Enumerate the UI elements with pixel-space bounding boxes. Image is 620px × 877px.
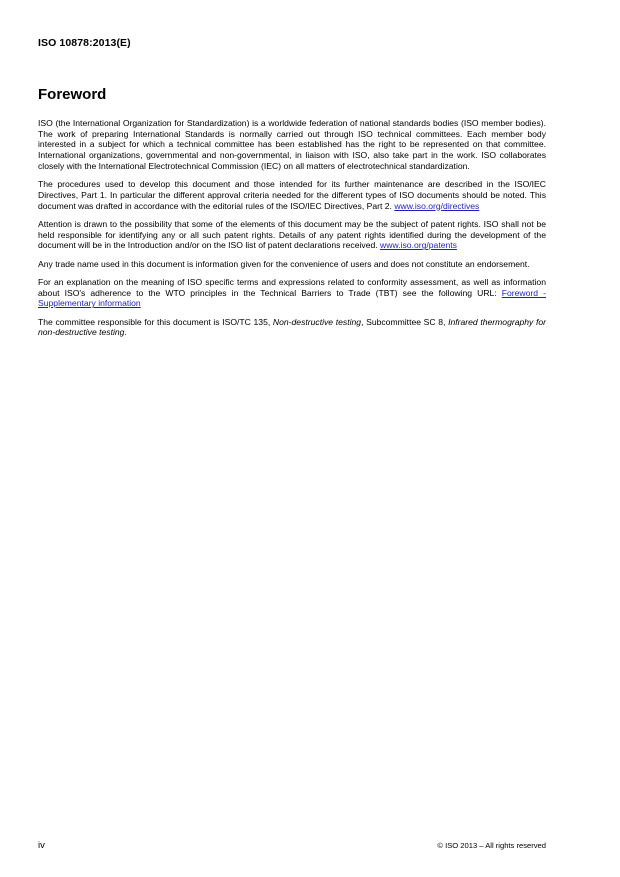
paragraph-patents (38, 219, 546, 251)
foreword-body (38, 118, 546, 346)
paragraph-procedures-text: The procedures used to develop this document and those intended for its further maintenance are described in the ISO/IEC Directives, Part 1. In particular the different approval criteria needed for the different types of ISO documents should be noted. This document was drafted in accordance with the editorial rules of the ISO/IEC Directives, Part 2. (38, 179, 546, 211)
document-identifier: ISO 10878:2013(E) (38, 37, 131, 49)
committee-text-1: The committee responsible for this document is ISO/TC 135, (38, 316, 273, 327)
committee-name: Non-destructive testing (272, 316, 362, 327)
patents-link[interactable]: www.iso.org/patents (380, 240, 457, 251)
paragraph-patents-text: Attention is drawn to the possibility that some of the elements of this document may be the subject of patent rights. ISO shall not be held responsible for identifying any or all such patent rights. Details of any patent rights identified during the development of the document will be in the Introduction and/or on the ISO list of patent declarations received. (38, 218, 546, 251)
copyright-notice: © ISO 2013 – All rights reserved (437, 841, 546, 850)
subcommittee-name: Infrared thermography for non-destructive testing (38, 316, 547, 338)
directives-link[interactable]: www.iso.org/directives (394, 200, 480, 211)
paragraph-iso-intro: ISO (the International Organization for Standardization) is a worldwide federation of national standards bodies (ISO member bodies). The work of preparing International Standards is normally carried out through ISO technical committees. Each member body interested in a subject for which a technical committee has been established has the right to be represented on that committee. International organizations, governmental and non-governmental, in liaison with ISO, also take part in the work. ISO collaborates closely with the International Electrotechnical Commission (IEC) on all matters of electrotechnical standardization. (38, 118, 546, 171)
page-number: iv (38, 840, 45, 851)
paragraph-trade-name: Any trade name used in this document is information given for the convenience of users and does not constitute an endorsement. (38, 258, 530, 269)
paragraph-procedures (38, 179, 546, 211)
paragraph-conformity (38, 277, 546, 309)
paragraph-committee (38, 317, 546, 338)
committee-text-3: . (124, 327, 127, 338)
committee-text-2: , Subcommittee SC 8, (361, 316, 449, 327)
supplementary-info-link[interactable]: Foreword - Supplementary information (38, 287, 546, 309)
paragraph-conformity-text: For an explanation on the meaning of ISO specific terms and expressions related to conformity assessment, as well as information about ISO's adherence to the WTO principles in the Technical Barriers to Trade (TBT) see the following URL: (38, 276, 546, 298)
page-title: Foreword (38, 86, 107, 103)
